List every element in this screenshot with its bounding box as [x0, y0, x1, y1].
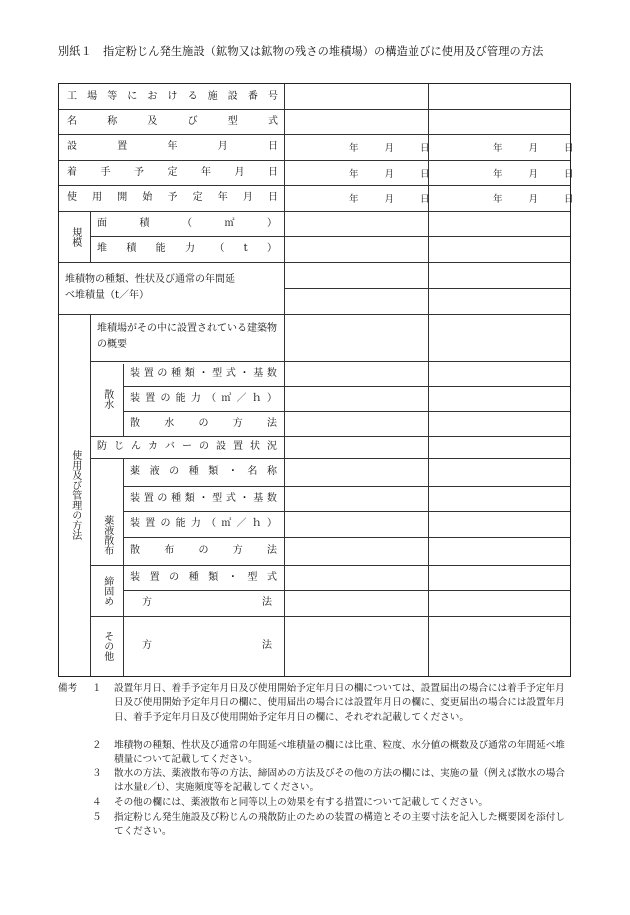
label-char: 置: [143, 492, 154, 504]
label-char: 工: [67, 90, 77, 102]
label-char: 法: [267, 417, 277, 429]
label-char: 散: [130, 545, 140, 556]
chemical-method-label: [130, 537, 277, 565]
label-char: ）: [266, 518, 277, 529]
other-divider: [123, 616, 124, 676]
label-char: 日: [268, 166, 278, 178]
label-char: お: [147, 90, 158, 102]
label-char: （: [206, 392, 217, 404]
label-char: 堆: [97, 243, 107, 254]
label-char: 装: [130, 492, 140, 504]
label-char: 称: [107, 115, 118, 127]
label-char: 置: [149, 571, 160, 583]
label-char: ・: [239, 492, 250, 504]
chemical-device-label: [130, 486, 277, 511]
label-char: 日: [268, 141, 278, 152]
label-char: 名: [247, 466, 258, 477]
label-char: 類: [184, 367, 195, 379]
name-type-label: [67, 109, 278, 134]
label-char: 種: [171, 367, 182, 379]
label-char: 置: [145, 518, 156, 529]
label-char: ・: [198, 492, 209, 504]
label-char: 散: [130, 417, 140, 429]
label-char: 設: [216, 441, 226, 452]
label-char: 薬: [130, 466, 140, 477]
label-char: 年: [217, 192, 228, 203]
other-label: その他: [101, 631, 113, 661]
label-char: 式: [225, 367, 236, 379]
label-char: 号: [267, 90, 278, 102]
label-char: ｈ: [251, 518, 262, 529]
label-char: 法: [267, 545, 277, 556]
label-char: 型: [247, 571, 258, 583]
label-char: 場: [87, 90, 98, 102]
label-char: 予: [134, 166, 144, 178]
label-char: ・: [227, 571, 238, 583]
label-char: 月: [234, 166, 245, 178]
label-char: に: [127, 90, 138, 102]
label-char: ）: [267, 243, 277, 254]
label-char: ／: [236, 518, 247, 529]
label-char: 能: [175, 518, 186, 529]
method-label: 使用及び管理の方法: [69, 450, 81, 540]
label-char: 式: [267, 115, 278, 127]
label-char: ん: [131, 441, 141, 452]
row-divider: [59, 262, 570, 263]
label-char: ）: [266, 392, 277, 404]
label-char: 数: [266, 367, 277, 379]
label-char: ー: [182, 441, 192, 452]
label-char: 用: [92, 192, 103, 203]
start-date-units-1: 年 月 日: [349, 168, 430, 180]
label-char: （: [206, 518, 217, 529]
label-char: 布: [164, 545, 175, 556]
label-char: の: [157, 492, 168, 504]
sprinkle-method-label: [130, 411, 277, 436]
label-char: ・: [227, 466, 238, 477]
cover-label: [97, 436, 277, 458]
page-title: 別紙１ 指定粉じん発生施設（鉱物又は鉱物の残さの堆積場）の構造並びに使用及び管理の方法: [58, 45, 544, 58]
label-char: け: [167, 90, 178, 102]
label-char: 類: [208, 466, 219, 477]
label-char: ｈ: [251, 392, 262, 404]
label-char: ・: [198, 367, 209, 379]
label-char: 置: [145, 392, 156, 404]
label-char: 設: [67, 141, 77, 152]
label-char: る: [187, 90, 198, 102]
label-char: 類: [208, 571, 219, 583]
label-char: 種: [188, 571, 199, 583]
label-char: ㎥: [221, 392, 232, 404]
area-label: [97, 211, 277, 236]
label-char: 年: [201, 166, 211, 178]
start-date-label: [67, 160, 278, 185]
label-char: 定: [167, 166, 178, 178]
label-char: 置: [143, 367, 154, 379]
label-char: 力: [190, 392, 201, 404]
form-table: [58, 83, 574, 677]
label-char: 方: [232, 417, 243, 429]
label-char: 型: [212, 367, 223, 379]
label-char: 力: [184, 243, 195, 254]
label-char: 液: [149, 466, 160, 477]
label-char: 月: [217, 141, 228, 152]
notes-heading: 備考: [58, 683, 78, 694]
label-char: t: [243, 243, 248, 254]
label-char: 法: [262, 640, 272, 651]
compact-label: 締固め: [101, 575, 113, 606]
label-char: 種: [171, 492, 182, 504]
label-char: 型: [212, 492, 223, 504]
label-char: 面: [97, 217, 107, 229]
label-char: 使: [67, 192, 77, 203]
label-char: 型: [227, 115, 238, 127]
label-char: 況: [267, 441, 277, 452]
start-date-units-2: 年 月 日: [493, 168, 574, 180]
label-char: 能: [155, 243, 166, 254]
label-char: （: [214, 243, 225, 254]
column-divider: [284, 84, 285, 676]
building-label: 堆積場がその中に設置されている建築物の概要: [97, 323, 277, 350]
use-start-date-units-2: 年 月 日: [493, 194, 574, 205]
use-start-date-label: [67, 185, 278, 211]
label-char: 基: [253, 492, 264, 504]
label-char: （: [182, 217, 192, 229]
label-char: 類: [184, 492, 195, 504]
label-char: の: [198, 417, 209, 429]
label-char: の: [199, 441, 209, 452]
compact-method-label: [142, 590, 272, 616]
label-char: 装: [130, 367, 140, 379]
label-char: ・: [239, 367, 250, 379]
label-char: 防: [97, 441, 107, 452]
label-char: 予: [167, 192, 178, 203]
label-char: 及: [147, 115, 158, 127]
other-method-label: [142, 616, 272, 676]
label-char: 設: [227, 90, 238, 102]
sprinkle-capacity-label: [130, 386, 277, 411]
label-char: 装: [130, 392, 140, 404]
scale-label: 規模: [69, 226, 81, 247]
label-char: 装: [130, 518, 140, 529]
label-char: 能: [175, 392, 186, 404]
label-char: ㎡: [224, 217, 235, 229]
label-char: バ: [165, 441, 175, 452]
label-char: の: [198, 545, 209, 556]
label-char: じ: [114, 441, 124, 452]
sprinkle-label: 散水: [101, 388, 113, 409]
install-date-units-2: 年 月 日: [493, 143, 574, 154]
stockpile-label: 堆積物の種類、性状及び通常の年間延べ堆積量（t／年）: [65, 274, 235, 301]
label-char: 日: [268, 192, 278, 203]
label-char: の: [169, 466, 180, 477]
label-char: 積: [139, 217, 150, 229]
label-char: ㎥: [221, 518, 232, 529]
chemical-capacity-label: [130, 511, 277, 537]
chemical-label: 薬液散布: [101, 515, 113, 555]
label-char: 等: [107, 90, 118, 102]
label-char: 着: [67, 166, 77, 178]
label-char: 種: [188, 466, 199, 477]
label-char: の: [157, 367, 168, 379]
facility-number-label: [67, 84, 278, 109]
label-char: 基: [253, 367, 264, 379]
label-char: 式: [225, 492, 236, 504]
label-char: 手: [100, 166, 111, 178]
label-char: 積: [126, 243, 137, 254]
sprinkle-device-label: [130, 361, 277, 386]
row-divider: [59, 314, 570, 315]
use-start-date-units-1: 年 月 日: [349, 194, 430, 205]
compact-device-label: [130, 565, 277, 590]
label-char: 始: [142, 192, 153, 203]
install-date-units-1: 年 月 日: [349, 143, 430, 154]
label-char: 置: [117, 141, 128, 152]
label-char: の: [169, 571, 180, 583]
label-char: 方: [232, 545, 243, 556]
label-char: 方: [142, 597, 152, 608]
label-char: 力: [190, 518, 201, 529]
label-char: び: [187, 115, 198, 127]
label-char: カ: [148, 441, 158, 452]
label-char: 番: [247, 90, 258, 102]
label-char: 水: [164, 417, 175, 429]
sprinkle-divider: [123, 364, 124, 436]
label-char: 状: [250, 441, 260, 452]
label-char: 年: [167, 141, 178, 152]
capacity-label: [97, 236, 277, 262]
label-char: 月: [242, 192, 253, 203]
chemical-kind-label: [130, 458, 277, 486]
label-char: 定: [192, 192, 203, 203]
label-char: 方: [142, 640, 152, 651]
label-char: 装: [130, 571, 140, 583]
label-char: 称: [266, 466, 277, 477]
label-char: ）: [267, 217, 277, 229]
label-char: ／: [236, 392, 247, 404]
label-char: 式: [266, 571, 277, 583]
row-divider: [284, 288, 570, 289]
label-char: 法: [262, 597, 272, 608]
label-char: 名: [67, 115, 77, 127]
label-char: 置: [233, 441, 243, 452]
install-date-label: [67, 134, 278, 160]
label-char: の: [160, 518, 171, 529]
label-char: 施: [207, 90, 218, 102]
label-char: の: [160, 392, 171, 404]
label-char: 開: [117, 192, 128, 203]
label-char: 数: [266, 492, 277, 504]
